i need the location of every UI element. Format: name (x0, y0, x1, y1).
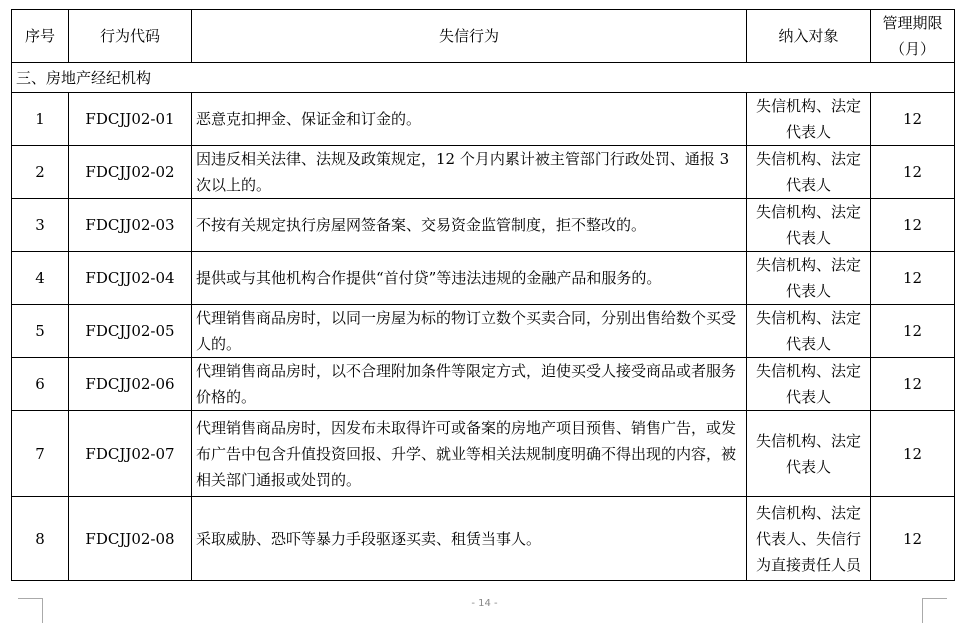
row-behavior: 代理销售商品房时，以同一房屋为标的物订立数个买卖合同，分别出售给数个买受人的。 (192, 305, 747, 358)
header-period-line2: （月） (889, 40, 935, 58)
page-number: - 14 - (471, 598, 498, 609)
row-period: 12 (871, 146, 955, 199)
row-behavior: 因违反相关法律、法规及政策规定，12 个月内累计被主管部门行政处罚、通报 3 次以上的。 (192, 146, 747, 199)
header-target: 纳入对象 (747, 10, 871, 63)
row-no: 6 (12, 358, 69, 411)
table-header-row (12, 10, 955, 63)
row-code: FDCJJ02-03 (69, 199, 192, 252)
row-code: FDCJJ02-04 (69, 252, 192, 305)
table-row (12, 358, 955, 411)
table-row (12, 411, 955, 497)
row-period: 12 (871, 497, 955, 581)
table-row (12, 497, 955, 581)
row-target: 失信机构、法定代表人 (747, 93, 871, 146)
row-no: 7 (12, 411, 69, 497)
row-code: FDCJJ02-05 (69, 305, 192, 358)
row-period: 12 (871, 305, 955, 358)
row-no: 4 (12, 252, 69, 305)
row-no: 3 (12, 199, 69, 252)
table-row (12, 146, 955, 199)
row-period: 12 (871, 411, 955, 497)
credit-behavior-table (11, 9, 955, 581)
header-code: 行为代码 (69, 10, 192, 63)
section-title: 三、房地产经纪机构 (12, 63, 955, 93)
row-target: 失信机构、法定代表人 (747, 358, 871, 411)
header-period (871, 10, 955, 63)
row-no: 1 (12, 93, 69, 146)
row-no: 2 (12, 146, 69, 199)
row-behavior: 恶意克扣押金、保证金和订金的。 (192, 93, 747, 146)
table-row (12, 252, 955, 305)
row-behavior: 代理销售商品房时，因发布未取得许可或备案的房地产项目预售、销售广告，或发布广告中包含升值投资回报、升学、就业等相关法规制度明确不得出现的内容，被相关部门通报或处罚的。 (192, 411, 747, 497)
row-target: 失信机构、法定代表人 (747, 411, 871, 497)
row-code: FDCJJ02-06 (69, 358, 192, 411)
row-behavior: 代理销售商品房时，以不合理附加条件等限定方式，迫使买受人接受商品或者服务价格的。 (192, 358, 747, 411)
row-code: FDCJJ02-07 (69, 411, 192, 497)
row-no: 5 (12, 305, 69, 358)
row-no: 8 (12, 497, 69, 581)
row-behavior: 提供或与其他机构合作提供“首付贷”等违法违规的金融产品和服务的。 (192, 252, 747, 305)
row-code: FDCJJ02-08 (69, 497, 192, 581)
row-target: 失信机构、法定代表人 (747, 199, 871, 252)
header-behavior: 失信行为 (192, 10, 747, 63)
row-period: 12 (871, 199, 955, 252)
row-behavior: 不按有关规定执行房屋网签备案、交易资金监管制度，拒不整改的。 (192, 199, 747, 252)
row-code: FDCJJ02-02 (69, 146, 192, 199)
row-period: 12 (871, 252, 955, 305)
row-code: FDCJJ02-01 (69, 93, 192, 146)
row-target: 失信机构、法定代表人、失信行为直接责任人员 (747, 497, 871, 581)
row-period: 12 (871, 93, 955, 146)
table-row (12, 305, 955, 358)
row-period: 12 (871, 358, 955, 411)
row-target: 失信机构、法定代表人 (747, 146, 871, 199)
table-row (12, 93, 955, 146)
header-period-line1: 管理期限 (882, 14, 943, 32)
row-target: 失信机构、法定代表人 (747, 305, 871, 358)
section-row (12, 63, 955, 93)
row-behavior: 采取威胁、恐吓等暴力手段驱逐买卖、租赁当事人。 (192, 497, 747, 581)
header-no: 序号 (12, 10, 69, 63)
row-target: 失信机构、法定代表人 (747, 252, 871, 305)
table-row (12, 199, 955, 252)
